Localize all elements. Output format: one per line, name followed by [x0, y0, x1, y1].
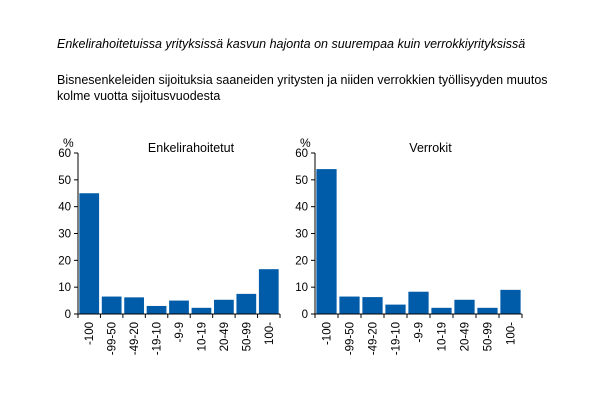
- bar-1-4: [408, 292, 428, 314]
- chart-panel-enkelirahoitetut: [58, 136, 280, 355]
- chart-heading: Enkelirahoitetuissa yrityksissä kasvun hajonta on suurempaa kuin verrokkiyrityksissä: [57, 37, 526, 51]
- x-tick-label: -100: [84, 322, 97, 346]
- x-tick-label: -49-20: [367, 322, 380, 356]
- y-tick-label: 40: [58, 201, 71, 214]
- bar-1-2: [362, 297, 382, 314]
- y-tick-label: 60: [295, 148, 308, 160]
- y-tick-label: 30: [58, 228, 71, 241]
- x-tick-label: -19-10: [151, 322, 164, 356]
- y-tick-label: 20: [295, 255, 308, 268]
- bar-1-7: [477, 308, 497, 314]
- bar-1-8: [500, 290, 520, 314]
- bar-1-0: [316, 169, 336, 314]
- x-tick-label: 20-49: [459, 322, 472, 352]
- bar-1-5: [431, 308, 451, 314]
- chart-title: Enkelirahoitetut: [147, 141, 235, 155]
- bar-1-6: [454, 300, 474, 314]
- x-tick-label: -19-10: [390, 322, 403, 356]
- y-tick-label: 30: [295, 228, 308, 241]
- bar-0-4: [169, 301, 189, 314]
- x-tick-label: 10-19: [196, 322, 209, 352]
- y-tick-label: 50: [58, 174, 71, 187]
- x-tick-label: 20-49: [218, 322, 231, 352]
- bar-0-6: [214, 300, 234, 314]
- y-axis-unit-label: %: [300, 136, 311, 150]
- x-tick-label: -9-9: [413, 322, 426, 343]
- bar-0-2: [124, 297, 144, 314]
- y-tick-label: 20: [58, 255, 71, 268]
- bar-0-1: [102, 297, 122, 314]
- y-tick-label: 10: [58, 282, 71, 295]
- x-tick-label: 10-19: [436, 322, 449, 352]
- x-tick-label: 100-: [505, 322, 518, 346]
- bar-0-0: [79, 193, 99, 314]
- y-tick-label: 60: [58, 148, 71, 160]
- bar-0-8: [259, 269, 279, 314]
- bar-1-1: [339, 297, 359, 314]
- y-axis-unit-label: %: [63, 136, 74, 150]
- y-tick-label: 0: [64, 309, 71, 321]
- y-tick-label: 0: [301, 309, 308, 321]
- bar-0-5: [192, 308, 212, 314]
- x-tick-label: 100-: [263, 322, 276, 346]
- x-tick-label: 50-99: [482, 322, 495, 352]
- y-tick-label: 10: [295, 282, 308, 295]
- y-tick-label: 50: [295, 174, 308, 187]
- chart-panel-verrokit: [295, 136, 522, 355]
- bar-0-7: [236, 294, 256, 314]
- bar-1-3: [385, 305, 405, 314]
- chart-subheading: Bisnesenkeleiden sijoituksia saaneiden yritysten ja niiden verrokkien työllisyyden muutos kolme vuotta sijoitusvuodesta: [57, 73, 548, 103]
- y-tick-label: 40: [295, 201, 308, 214]
- x-tick-label: -100: [321, 322, 334, 346]
- x-tick-label: -99-50: [106, 322, 119, 356]
- bar-0-3: [147, 306, 167, 314]
- x-tick-label: -49-20: [129, 322, 142, 356]
- x-tick-label: 50-99: [241, 322, 254, 352]
- x-tick-label: -9-9: [174, 322, 187, 343]
- chart-title: Verrokit: [409, 141, 452, 155]
- x-tick-label: -99-50: [344, 322, 357, 356]
